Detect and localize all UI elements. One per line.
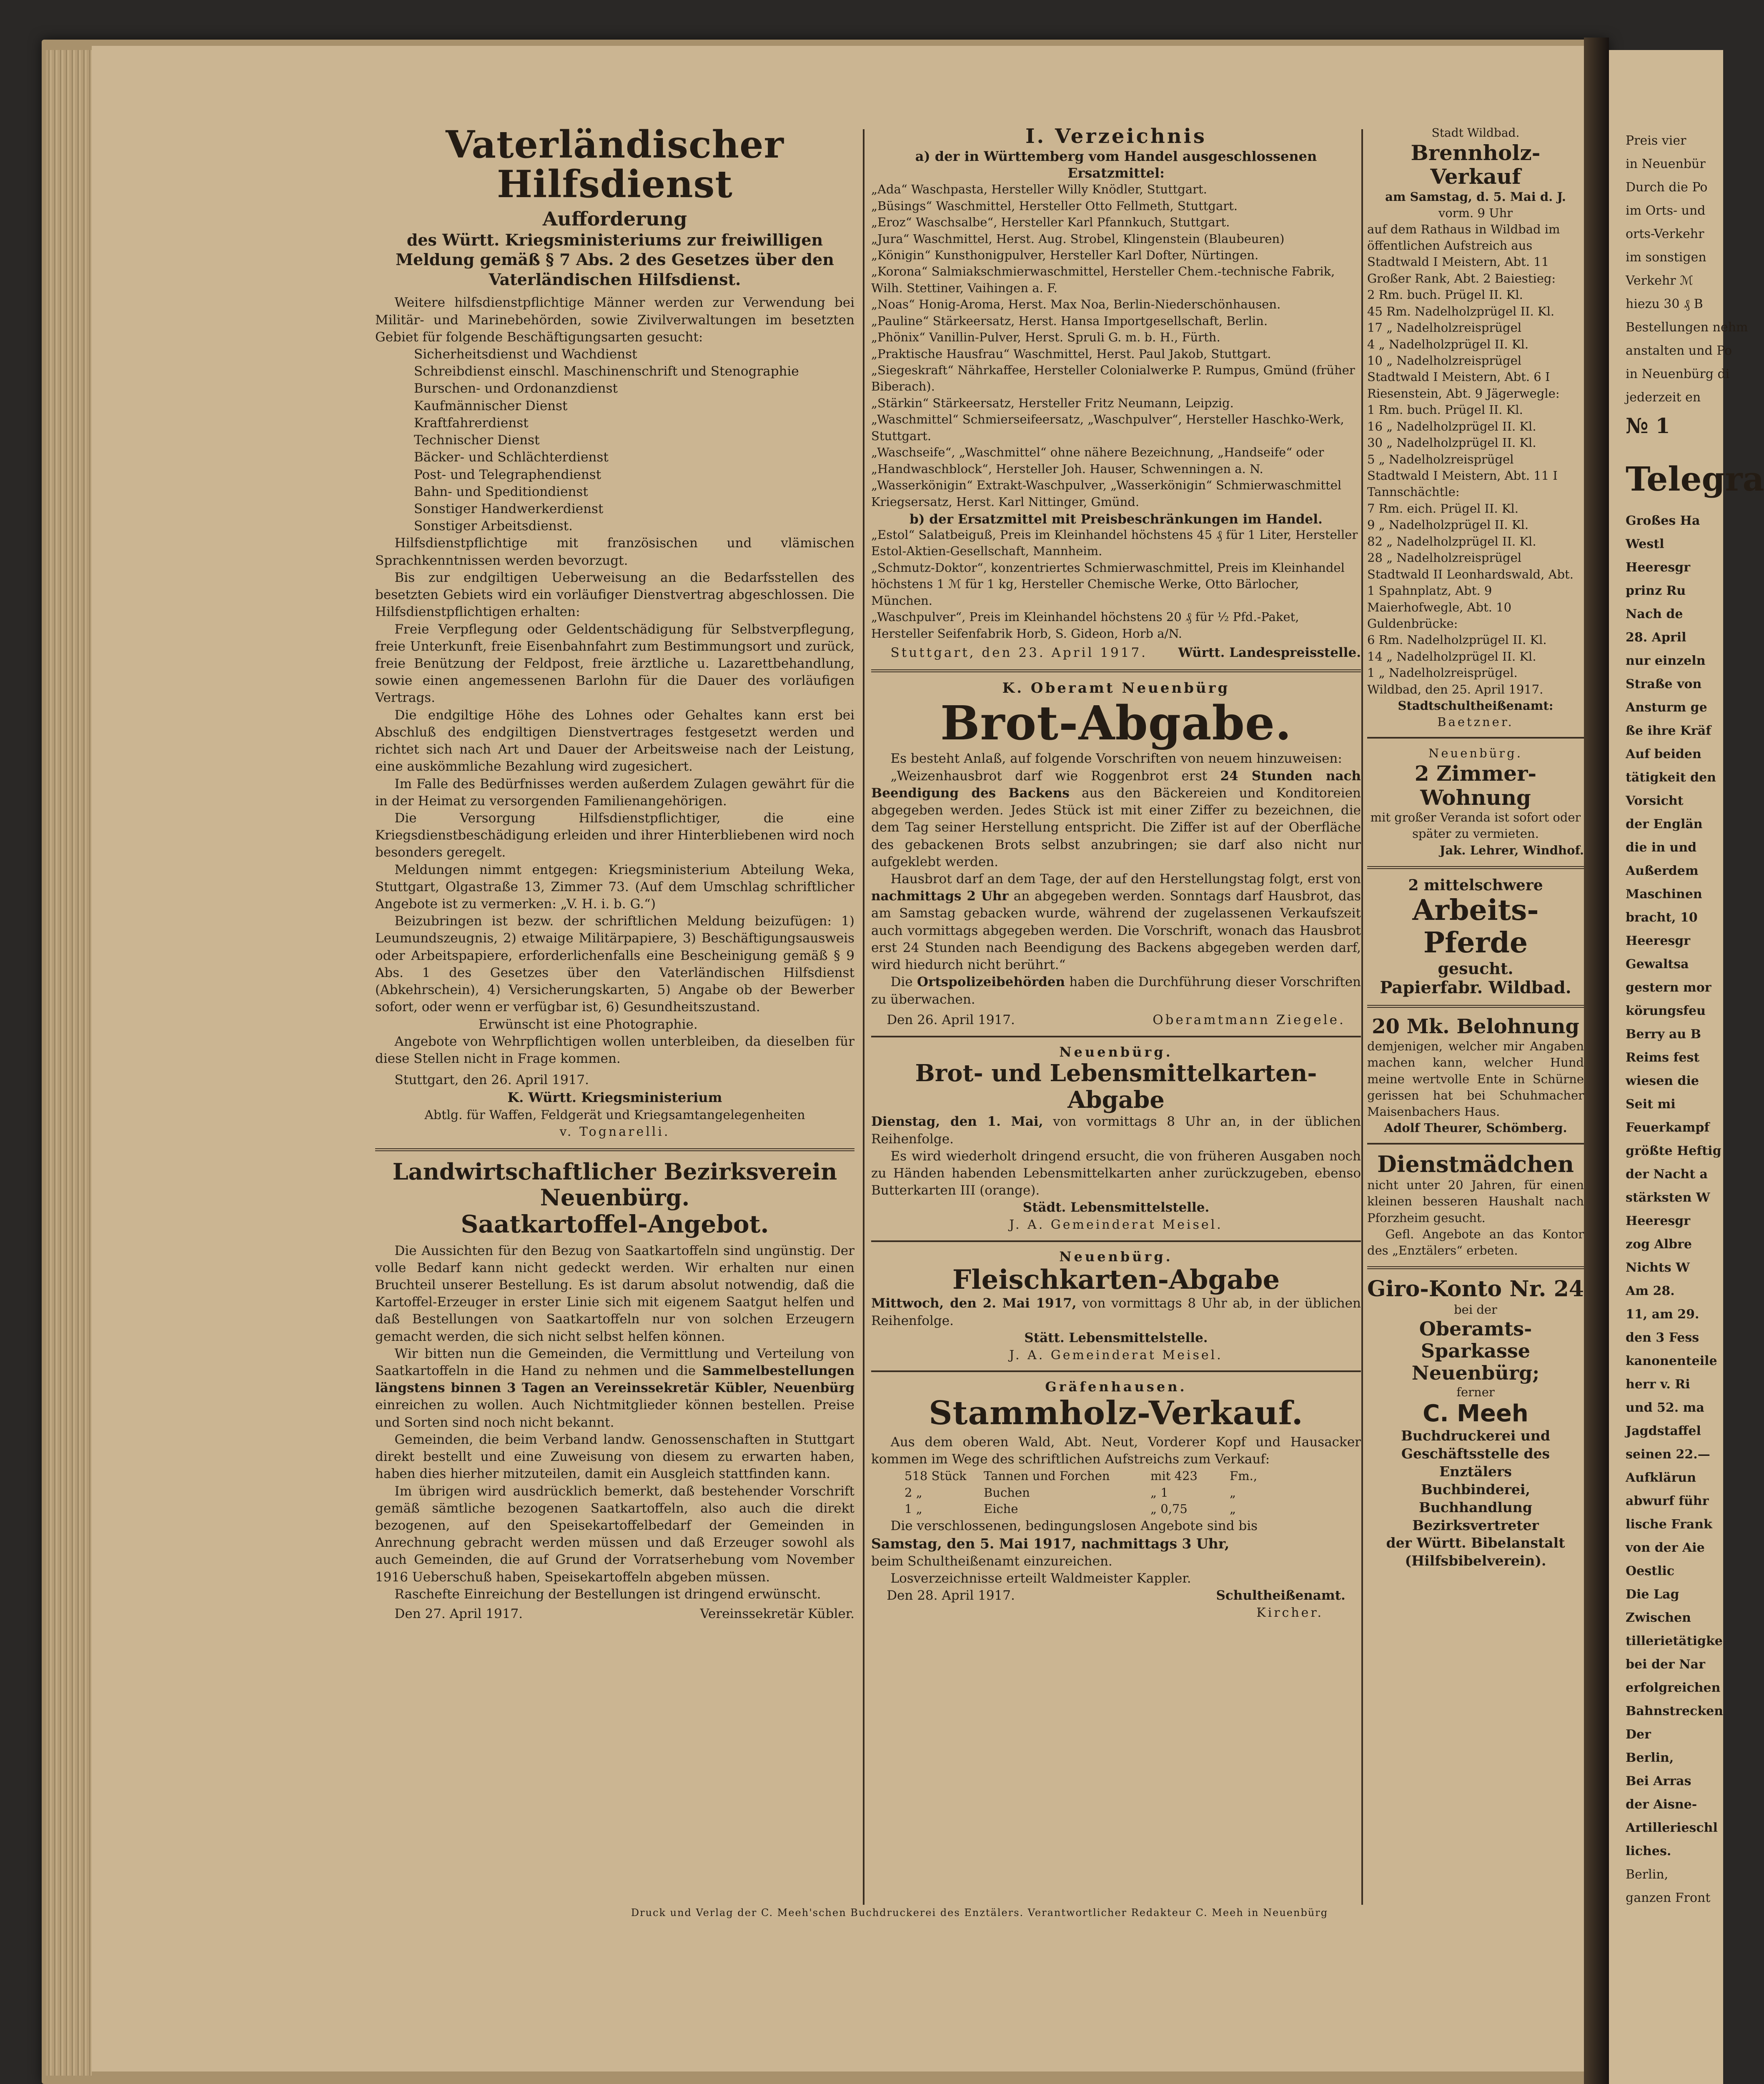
next-page-text: prinz Ru [1626, 584, 1686, 598]
date-line: Stuttgart, den 23. April 1917. [890, 645, 1148, 660]
column-left [375, 125, 854, 1623]
next-page-text: tillerietätigke [1626, 1634, 1723, 1648]
stammholz-notice [871, 1379, 1361, 1622]
list-item: 1 „ Nadelholzreisprügel. [1367, 666, 1518, 680]
next-page-text: Nichts W [1626, 1260, 1690, 1275]
place-heading: Neuenbürg. [1428, 746, 1523, 761]
divider [375, 1148, 854, 1151]
next-page-text: Zwischen [1626, 1611, 1691, 1625]
place-heading: Stadt Wildbad. [1431, 126, 1520, 140]
divider [1367, 866, 1584, 869]
table-cell: mit 423 [1150, 1469, 1198, 1483]
next-page-text: Jagdstaffel [1626, 1424, 1701, 1438]
next-page-text: der Aisne- [1626, 1797, 1697, 1812]
list-item: „Jura“ Waschmittel, Herst. Aug. Strobel, Klingenstein (Blaubeuren) [871, 231, 1285, 246]
fleischkarten-notice [871, 1249, 1361, 1364]
signature-department: Abtlg. für Waffen, Feldgerät und Kriegsamtangelegenheiten [424, 1107, 805, 1122]
next-page-text: erfolgreichen [1626, 1681, 1721, 1695]
next-page-text: lische Frank [1626, 1517, 1712, 1532]
list-item: „Waschpulver“, Preis im Kleinhandel höchstens 20 ₰ für ½ Pfd.-Paket, Hersteller Seifenfabrik Horb, S. Gideon, Horb a/N. [871, 610, 1299, 641]
table-cell: Buchen [984, 1485, 1030, 1500]
column-middle [871, 125, 1361, 1622]
belohnung-ad [1367, 1015, 1584, 1136]
signature: K. Württ. Kriegsministerium [507, 1090, 722, 1106]
list-item: 2 Rm. buch. Prügel II. Kl. [1367, 288, 1523, 302]
verz-a-heading: a) der in Württemberg vom Handel ausgeschlossenen Ersatzmittel: [915, 148, 1317, 181]
next-page-text: nur einzeln [1626, 654, 1706, 668]
paragraph: Im Falle des Bedürfnisses werden außerdem Zulagen gewährt für die in der Heimat zu versorgenden Familienangehörigen. [375, 776, 854, 809]
date-line: Den 28. April 1917. [887, 1588, 1015, 1603]
list-item: Sonstiger Handwerkerdienst [414, 501, 604, 517]
date-line: Den 27. April 1917. [394, 1606, 523, 1622]
next-page-text: Telegra [1626, 459, 1764, 498]
giro-line: Buchdruckerei und Geschäftsstelle des Enztälers [1401, 1428, 1550, 1480]
paragraph: Freie Verpflegung oder Geldentschädigung für Selbstverpflegung, freie Unterkunft, freie Eisenbahnfahrt zum Bestimmungsort und zurück, freie Benützung der Feldpost, freie ärztliche u. Lazarettbehandlung, sowie einen angemessenen Barlohn für die Dauer des vorläufigen Vertrags. [375, 621, 854, 706]
paragraph: Losverzeichnisse erteilt Waldmeister Kappler. [890, 1571, 1191, 1586]
list-item: 9 „ Nadelholzprügel II. Kl. [1367, 518, 1529, 532]
next-page-text: Vorsicht [1626, 794, 1684, 808]
next-page-fragment [1609, 50, 1764, 2084]
list-item: 45 Rm. Nadelholzprügel II. Kl. [1367, 304, 1555, 318]
next-page-text: Aufklärun [1626, 1470, 1696, 1485]
table-cell: „ [1230, 1485, 1236, 1500]
paragraph: Es wird wiederholt dringend ersucht, die von früheren Ausgaben noch zu Händen habenden Lebensmittelkarten anher zurückzugeben, ebenso Butterkarten III (orange). [871, 1148, 1361, 1198]
place-heading: Neuenbürg. [1059, 1044, 1173, 1060]
next-page-text: jederzeit en [1626, 390, 1701, 405]
list-item: Kraftfahrerdienst [414, 415, 529, 431]
paragraph: Gemeinden, die beim Verband landw. Genossenschaften in Stuttgart direkt bestellt und eine Zuweisung von diesem zu erwarten haben, haben dies hierher mitzuteilen, damit ein Ausgleich stattfinden kann. [375, 1432, 854, 1482]
hilfsdienst-list [375, 346, 854, 535]
next-page-text: orts-Verkehr [1626, 227, 1704, 241]
list-item: 16 „ Nadelholzprügel II. Kl. [1367, 419, 1536, 433]
signature: Württ. Landespreisstelle. [1178, 645, 1361, 660]
list-item: 1 Rm. buch. Prügel II. Kl. [1367, 403, 1523, 417]
divider [871, 669, 1361, 672]
next-page-text: anstalten und Po [1626, 343, 1732, 358]
column-rule [863, 129, 864, 1905]
brot-title: Brot-Abgabe. [940, 696, 1292, 751]
list-item: Schreibdienst einschl. Maschinenschrift und Stenographie [414, 364, 799, 379]
list-item: Burschen- und Ordonanzdienst [414, 381, 618, 396]
date-line: Stuttgart, den 26. April 1917. [394, 1072, 589, 1088]
list-item: Bäcker- und Schlächterdienst [414, 450, 609, 465]
next-page-text: gestern mor [1626, 980, 1711, 995]
next-page-text: Berry au B [1626, 1027, 1701, 1042]
list-item: 6 Rm. Nadelholzprügel II. Kl. [1367, 633, 1547, 647]
list-item: „Waschseife“, „Waschmittel“ ohne nähere Bezeichnung, „Handseife“ oder „Handwaschblock“, Hersteller Joh. Hauser, Schwenningen a. N. [871, 445, 1324, 476]
brot-abgabe-notice [871, 680, 1361, 1029]
ad-text: Gefl. Angebote an das Kontor des „Enztälers“ erbeten. [1367, 1227, 1584, 1257]
next-page-text: Am 28. [1626, 1284, 1675, 1298]
list-item: „Eroz“ Waschsalbe“, Hersteller Karl Pfannkuch, Stuttgart. [871, 215, 1230, 230]
signature-name: Baetzner. [1437, 715, 1514, 729]
list-item: „Ada“ Waschpasta, Hersteller Willy Knödler, Stuttgart. [871, 182, 1207, 197]
next-page-text: in Neuenbürg di [1626, 367, 1730, 381]
ad-head: 2 mittelschwere [1408, 876, 1543, 894]
next-page-text: Artillerieschl [1626, 1821, 1718, 1835]
list-item: „Korona“ Salmiakschmierwaschmittel, Hersteller Chem.-technische Fabrik, Wilh. Stettiner, Vaihingen a. F. [871, 264, 1335, 295]
next-page-text: wiesen die [1626, 1074, 1699, 1088]
list-item: „Pauline“ Stärkeersatz, Herst. Hansa Importgesellschaft, Berlin. [871, 313, 1268, 328]
next-page-text: Auf beiden [1626, 747, 1701, 761]
next-page-text: Westl [1626, 537, 1664, 551]
next-page-text: Seit mi [1626, 1097, 1676, 1112]
list-item: „Phönix“ Vanillin-Pulver, Herst. Spruli G. m. b. H., Fürth. [871, 330, 1220, 345]
next-page-text: und 52. ma [1626, 1400, 1704, 1415]
next-page-text: Verkehr ℳ [1626, 273, 1694, 288]
book-gutter [1584, 38, 1609, 2084]
list-item: 14 „ Nadelholzprügel II. Kl. [1367, 649, 1536, 664]
list-item: Tannschächtle: [1367, 485, 1460, 499]
next-page-text: Bei Arras [1626, 1774, 1691, 1788]
next-page-text: Heeresgr [1626, 560, 1691, 575]
lebensmittelkarten-notice [871, 1044, 1361, 1234]
zimmer-ad [1367, 745, 1584, 859]
next-page-text: Durch die Po [1626, 180, 1708, 195]
list-item: 4 „ Nadelholzprügel II. Kl. [1367, 337, 1529, 351]
hilfsdienst-notice [375, 125, 854, 1141]
column-right [1367, 125, 1584, 1570]
list-item: „Noas“ Honig-Aroma, Herst. Max Noa, Berlin-Niederschönhausen. [871, 297, 1281, 312]
next-page-text: in Neuenbür [1626, 157, 1706, 171]
next-page-text: Preis vier [1626, 133, 1686, 148]
table-cell: 1 „ [905, 1502, 922, 1516]
signature: Stätt. Lebensmittelstelle. [1024, 1330, 1208, 1345]
paragraph: Im übrigen wird ausdrücklich bemerkt, daß bestehender Vorschrift gemäß sämtliche bezogenen Saatkartoffeln, also auch die direkt bezogenen, auf den Speisekartoffelbedarf der Gemeinden in Anrechnung gebracht werden müssen und daß Erzeuger sowohl als auch Gemeinden, die auf Grund der Vorratserhebung vom November 1916 Ueberschuß haben, Speisekartoffeln abgeben müssen. [375, 1483, 854, 1585]
list-item: Sonstiger Arbeitsdienst. [414, 518, 573, 534]
next-page-text: der Englän [1626, 817, 1703, 832]
signature: Stadtschultheißenamt: [1398, 698, 1554, 713]
next-page-text: 28. April [1626, 630, 1686, 645]
place-heading: Neuenbürg. [1059, 1248, 1173, 1265]
giro-bank: Oberamts-Sparkasse Neuenbürg; [1411, 1317, 1540, 1384]
paragraph: Bis zur endgiltigen Ueberweisung an die Bedarfsstellen des besetzten Gebiets wird ein vorläufiger Dienstvertrag abgeschlossen. Die Hilfsdienstpflichtigen erhalten: [375, 570, 854, 620]
next-page-text: seinen 22.— [1626, 1447, 1710, 1462]
next-page-text: stärksten W [1626, 1190, 1710, 1205]
paragraph: auf dem Rathaus in Wildbad im öffentlichen Aufstreich aus [1367, 222, 1560, 253]
paragraph: „Weizenhausbrot darf wie Roggenbrot erst 24 Stunden nach Beendigung des Backens aus den Bäckereien und Konditoreien abgegeben werden. Jedes Stück ist mit einer Ziffer zu bezeichnen, die dem Tag seiner Herstellung entspricht. Die Ziffer ist auf der Oberfläche des gebackenen Brots selbst anzubringen; sie darf also nicht nur aufgeklebt werden. [871, 768, 1361, 869]
list-item: Großer Rank, Abt. 2 Baiestieg: [1367, 271, 1556, 286]
belohnung-title: 20 Mk. Belohnung [1372, 1015, 1579, 1039]
paragraph: Raschefte Einreichung der Bestellungen ist dringend erwünscht. [394, 1586, 821, 1602]
imprint-footer: Druck und Verlag der C. Meeh'schen Buchdruckerei des Enztälers. Verantwortlicher Redakteur C. Meeh in Neuenbürg [631, 1907, 1328, 1919]
next-page-text: Oestlic [1626, 1564, 1675, 1578]
ad-text: nicht unter 20 Jahren, für einen kleinen besseren Haushalt nach Pforzheim gesucht. [1367, 1178, 1584, 1225]
list-item: Technischer Dienst [414, 433, 540, 448]
lebens-title: Brot- und Lebensmittelkarten-Abgabe [915, 1059, 1317, 1114]
brenn-title: Brennholz-Verkauf [1411, 140, 1541, 189]
table-cell: Fm., [1230, 1469, 1258, 1483]
signature-name: J. A. Gemeinderat Meisel. [1009, 1348, 1223, 1363]
list-item: „Waschmittel“ Schmierseifeersatz, „Waschpulver“, Hersteller Haschko-Werk, Stuttgart. [871, 412, 1344, 443]
next-page-text: körungsfeu [1626, 1004, 1706, 1018]
table-cell: 518 Stück [905, 1469, 967, 1483]
list-item: Bahn- und Speditiondienst [414, 484, 588, 499]
table-row [905, 1485, 1361, 1501]
ad-text: mit großer Veranda ist sofort oder später zu vermieten. [1370, 810, 1581, 841]
next-page-text: Straße von [1626, 677, 1702, 691]
next-page-text: 11, am 29. [1626, 1307, 1699, 1322]
signature: Jak. Lehrer, Windhof. [1439, 843, 1584, 857]
ad-text: ferner [1456, 1385, 1495, 1399]
next-page-text: herr v. Ri [1626, 1377, 1690, 1392]
signature: Vereinssekretär Kübler. [700, 1606, 854, 1622]
list-item: „Wasserkönigin“ Extrakt-Waschpulver, „Wasserkönigin“ Schmierwaschmittel Kriegsersatz, Herst. Karl Nittinger, Gmünd. [871, 478, 1342, 509]
ad-text: demjenigen, welcher mir Angaben machen kann, welcher Hund meine wertvolle Ente in Schürne gerissen hat bei Schuhmacher Maisenbachers Haus. [1367, 1039, 1584, 1119]
giro-line: Buchbinderei, Buchhandlung [1418, 1481, 1532, 1515]
next-page-text: kanonenteile [1626, 1354, 1717, 1368]
list-item: Stadtwald II Leonhardswald, Abt. 1 Spahnplatz, Abt. 9 Maierhofwegle, Abt. 10 Guldenbrücke: [1367, 567, 1574, 631]
next-page-text: Maschinen [1626, 887, 1702, 902]
paragraph: Beizubringen ist bezw. der schriftlichen Meldung beizufügen: 1) Leumundszeugnis, 2) etwaige Militärpapiere, 3) Beschäftigungsausweis oder Arbeitspapiere, erforderlichenfalls eine Bescheinigung gemäß § 9 Abs. 1 des Gesetzes über den Vaterländischen Hilfsdienst (Abkehrschein), 4) Versicherungskarten, 5) Angabe ob der Bewerber sofort, oder wenn er verfügbar ist, 6) Gesundheitszustand. [375, 914, 854, 1015]
paragraph: Die Ortspolizeibehörden haben die Durchführung dieser Vorschriften zu überwachen. [871, 974, 1361, 1007]
paragraph: Aus dem oberen Wald, Abt. Neut, Vorderer Kopf und Hausacker kommen im Wege des schriftlichen Aufstreichs zum Verkauf: [871, 1435, 1361, 1467]
next-page-text: Der [1626, 1727, 1651, 1742]
deadline: Samstag, den 5. Mai 1917, nachmittags 3 Uhr, [871, 1535, 1230, 1552]
table-cell: „ [1230, 1502, 1236, 1516]
divider [871, 1036, 1361, 1037]
signature: Städt. Lebensmittelstelle. [1022, 1200, 1210, 1215]
brennholz-notice [1367, 125, 1584, 730]
table-cell: Tannen und Forchen [984, 1469, 1110, 1483]
list-item: 5 „ Nadelholzreisprügel [1367, 452, 1514, 466]
list-item: „Büsings“ Waschmittel, Hersteller Otto Fellmeth, Stuttgart. [871, 198, 1238, 213]
signature: Schultheißenamt. [1216, 1588, 1346, 1603]
table-cell: „ 1 [1150, 1485, 1168, 1500]
next-page-text: bracht, 10 [1626, 910, 1698, 925]
signature: Adolf Theurer, Schömberg. [1384, 1120, 1567, 1135]
next-page-text: Heeresgr [1626, 934, 1691, 948]
paragraph: beim Schultheißenamt einzureichen. [871, 1553, 1113, 1569]
pferde-title: Arbeits-Pferde [1412, 893, 1539, 959]
hilfsdienst-subtitle: Aufforderung [542, 208, 687, 230]
place-heading: Gräfenhausen. [1045, 1379, 1187, 1395]
verz-b-list [871, 527, 1361, 642]
stamm-title: Stammholz-Verkauf. [929, 1394, 1303, 1433]
list-item: 28 „ Nadelholzreisprügel [1367, 551, 1522, 565]
next-page-text: die in und [1626, 840, 1697, 855]
table-row [905, 1501, 1361, 1517]
divider [1367, 1266, 1584, 1269]
ad-text: bei der [1454, 1302, 1497, 1317]
list-item: „Siegeskraft“ Nährkaffee, Hersteller Colonialwerke P. Rumpus, Gmünd (früher Biberach). [871, 363, 1355, 394]
list-item: Kaufmännischer Dienst [414, 398, 568, 413]
giro-line: der Württ. Bibelanstalt [1386, 1535, 1565, 1551]
giro-ad [1367, 1277, 1584, 1570]
stamm-table [871, 1468, 1361, 1517]
verz-a-list [871, 181, 1361, 510]
paragraph: Die Aussichten für den Bezug von Saatkartoffeln sind ungünstig. Der volle Bedarf kann nicht gedeckt werden. Wir erhalten nur einen Bruchteil unserer Bestellung. Es ist darum absolut notwendig, daß die Kartoffel-Erzeuger in erster Linie sich mit eigenem Saatgut helfen und daß Bestellungen von Saatkartoffeln nur von solchen Erzeugern gemacht werden, die sich nicht selbst helfen können. [375, 1243, 854, 1344]
brenn-date: am Samstag, d. 5. Mai d. J. [1385, 189, 1566, 204]
next-page-text: im Orts- und [1626, 203, 1706, 218]
table-cell: Eiche [984, 1502, 1018, 1516]
divider [1367, 1143, 1584, 1145]
date-line: Den 26. April 1917. [887, 1012, 1015, 1027]
list-item: 30 „ Nadelholzprügel II. Kl. [1367, 436, 1536, 450]
ad-mid: gesucht. [1438, 959, 1513, 978]
giro-lines [1367, 1427, 1584, 1570]
zimmer-title: 2 Zimmer-Wohnung [1414, 761, 1537, 810]
column-rule [1361, 129, 1363, 1905]
hilfsdienst-intro: des Württ. Kriegsministeriums zur freiwilligen Meldung gemäß § 7 Abs. 2 des Gesetzes über den Vaterländischen Hilfsdienst. [396, 230, 834, 289]
next-page-text: ße ihre Kräf [1626, 724, 1711, 738]
saatkartoffel-notice [375, 1159, 854, 1623]
next-page-text: Berlin, [1626, 1751, 1674, 1765]
table-row [905, 1468, 1361, 1484]
giro-title: Giro-Konto Nr. 24 [1367, 1276, 1584, 1302]
paragraph: Hausbrot darf an dem Tage, der auf den Herstellungstag folgt, erst von nachmittags 2 Uhr an abgegeben werden. Sonntags darf Hausbrot, das am Samstag gebacken wurde, während der zugelassenen Verkaufszeit auch vormittags abgegeben werden. Die Vorschrift, wonach das Hausbrot erst 24 Stunden nach Beendigung des Backens abgegeben werden darf, wird hiedurch nicht berührt.“ [871, 871, 1361, 973]
page-edges [46, 50, 92, 2076]
paragraph: Die endgiltige Höhe des Lohnes oder Gehaltes kann erst bei Abschluß des endgiltigen Dienstvertrages festgesetzt werden und richtet sich nach Art und Dauer der Arbeitsweise nach der Leistung, eine auskömmliche Bezahlung wird zugesichert. [375, 707, 854, 774]
paragraph: Hilfsdienstpflichtige mit französischen und vlämischen Sprachkenntnissen werden bevorzugt. [375, 536, 854, 568]
giro-line: (Hilfsbibelverein). [1405, 1553, 1546, 1569]
next-page-text: liches. [1626, 1844, 1671, 1859]
dienstmaedchen-ad [1367, 1151, 1584, 1259]
list-item: 10 „ Nadelholzreisprügel [1367, 353, 1522, 368]
brot-authority: K. Oberamt Neuenbürg [1002, 679, 1230, 696]
paragraph: Dienstag, den 1. Mai, von vormittags 8 Uhr an, in der üblichen Reihenfolge. [871, 1114, 1361, 1147]
signature: Oberamtmann Ziegele. [1153, 1012, 1346, 1027]
list-item: 82 „ Nadelholzprügel II. Kl. [1367, 534, 1536, 549]
pferde-ad [1367, 877, 1584, 997]
list-item: Stadtwald I Meistern, Abt. 11 I [1367, 468, 1558, 483]
verzeichnis-notice [871, 125, 1361, 662]
hilfsdienst-title: Vaterländischer Hilfsdienst [446, 123, 784, 206]
next-page-text: von der Aie [1626, 1540, 1705, 1555]
next-page-text: Bahnstrecken [1626, 1704, 1724, 1718]
giro-line: Bezirksvertreter [1412, 1517, 1539, 1533]
signature-name: Kircher. [1256, 1606, 1323, 1621]
landw-subtitle: Saatkartoffel-Angebot. [461, 1210, 769, 1238]
next-page-text: Nach de [1626, 607, 1683, 621]
paragraph: Meldungen nimmt entgegen: Kriegsministerium Abteilung Weka, Stuttgart, Olgastraße 13, Zimmer 73. (Auf dem Umschlag schriftlicher Angebote ist zu vermerken: „V. H. i. b. G.“) [375, 862, 854, 912]
next-page-text: Außerdem [1626, 864, 1699, 878]
list-item: „Stärkin“ Stärkeersatz, Hersteller Fritz Neumann, Leipzig. [871, 396, 1234, 410]
list-item: Stadtwald I Meistern, Abt. 6 I [1367, 370, 1550, 384]
next-page-text: im sonstigen [1626, 250, 1706, 265]
paragraph: Mittwoch, den 2. Mai 1917, von vormittags 8 Uhr ab, in der üblichen Reihenfolge. [871, 1296, 1361, 1328]
paragraph: Angebote von Wehrpflichtigen wollen unterbleiben, da dieselben für diese Stellen nicht in Frage kommen. [375, 1034, 854, 1067]
list-item: Riesenstein, Abt. 9 Jägerwegle: [1367, 386, 1560, 401]
next-page-text: Heeresgr [1626, 1214, 1691, 1228]
next-page-text: № 1 [1626, 413, 1670, 438]
list-item: Sicherheitsdienst und Wachdienst [414, 347, 637, 362]
signature-name: v. Tognarelli. [559, 1125, 670, 1140]
list-item: „Praktische Hausfrau“ Waschmittel, Herst. Paul Jakob, Stuttgart. [871, 346, 1271, 361]
paragraph: Die Versorgung Hilfsdienstpflichtiger, die eine Kriegsdienstbeschädigung erleiden und ihrer Hinterbliebenen wird noch besonders geregelt. [375, 810, 854, 860]
list-item: „Estol“ Salatbeiguß, Preis im Kleinhandel höchstens 45 ₰ für 1 Liter, Hersteller Estol-Aktien-Gesellschaft, Mannheim. [871, 527, 1358, 559]
next-page-text: Berlin, [1626, 1867, 1669, 1882]
list-item: 7 Rm. eich. Prügel II. Kl. [1367, 501, 1519, 516]
paragraph: Erwünscht ist eine Photographie. [479, 1017, 698, 1032]
fleisch-title: Fleischkarten-Abgabe [952, 1264, 1280, 1295]
next-page-text: hiezu 30 ₰ B [1626, 297, 1703, 311]
divider [1367, 1005, 1584, 1008]
next-page-text: Ansturm ge [1626, 700, 1707, 715]
list-item: 17 „ Nadelholzreisprügel [1367, 321, 1522, 335]
next-page-text: Bestellungen nehm [1626, 320, 1748, 335]
table-cell: „ 0,75 [1150, 1502, 1188, 1516]
next-page-text: Großes Ha [1626, 513, 1700, 528]
giro-name: C. Meeh [1423, 1400, 1528, 1427]
next-page-text: abwurf führ [1626, 1494, 1709, 1508]
next-page-text: Reims fest [1626, 1050, 1700, 1065]
signature-name: J. A. Gemeinderat Meisel. [1009, 1217, 1223, 1232]
next-page-text: ganzen Front [1626, 1891, 1711, 1905]
next-page-text: bei der Nar [1626, 1657, 1705, 1672]
divider [871, 1370, 1361, 1372]
dienst-title: Dienstmädchen [1377, 1151, 1574, 1178]
paragraph: Weitere hilfsdienstpflichtige Männer werden zur Verwendung bei Militär- und Marinebehörden, sowie Zivilverwaltungen im besetzten Gebiet für folgende Beschäftigungsarten gesucht: [375, 295, 854, 345]
next-page-text: Feuerkampf [1626, 1120, 1710, 1135]
next-page-text: zog Albre [1626, 1237, 1692, 1252]
paragraph: Die verschlossenen, bedingungslosen Angebote sind bis [890, 1518, 1258, 1533]
next-page-text: den 3 Fess [1626, 1330, 1699, 1345]
brenn-time: vorm. 9 Uhr [1438, 205, 1513, 220]
next-page-text: Gewaltsa [1626, 957, 1689, 972]
list-item: „Schmutz-Doktor“, konzentriertes Schmierwaschmittel, Preis im Kleinhandel höchstens 1 ℳ für 1 kg, Hersteller Chemische Werke, Otto Bärlocher, München. [871, 560, 1345, 608]
divider [1367, 737, 1584, 739]
signature: Papierfabr. Wildbad. [1380, 978, 1571, 998]
table-cell: 2 „ [905, 1485, 922, 1500]
next-page-text: größte Heftig [1626, 1144, 1721, 1158]
next-page-text: Die Lag [1626, 1587, 1679, 1602]
divider [871, 1240, 1361, 1242]
date-line: Wildbad, den 25. April 1917. [1367, 682, 1544, 696]
next-page-text: der Nacht a [1626, 1167, 1708, 1182]
list-item: „Königin“ Kunsthonigpulver, Hersteller Karl Dofter, Nürtingen. [871, 248, 1259, 262]
list-item: Post- und Telegraphendienst [414, 467, 601, 482]
paragraph: Wir bitten nun die Gemeinden, die Vermittlung und Verteilung von Saatkartoffeln in die Hand zu nehmen und die Sammelbestellungen längstens binnen 3 Tagen an Vereinssekretär Kübler, Neuenbürg einreichen zu wollen. Auch Nichtmitglieder können bestellen. Preise und Sorten sind noch nicht bekannt. [375, 1346, 854, 1430]
next-page-text: tätigkeit den [1626, 770, 1716, 785]
paragraph: Es besteht Anlaß, auf folgende Vorschriften von neuem hinzuweisen: [890, 751, 1342, 766]
verz-b-heading: b) der Ersatzmittel mit Preisbeschränkungen im Handel. [910, 511, 1323, 527]
verz-title: I. Verzeichnis [1025, 125, 1207, 148]
list-item: Stadtwald I Meistern, Abt. 11 [1367, 255, 1549, 269]
landw-title: Landwirtschaftlicher Bezirksverein Neuenbürg. [392, 1158, 837, 1211]
brenn-list [1367, 254, 1584, 681]
